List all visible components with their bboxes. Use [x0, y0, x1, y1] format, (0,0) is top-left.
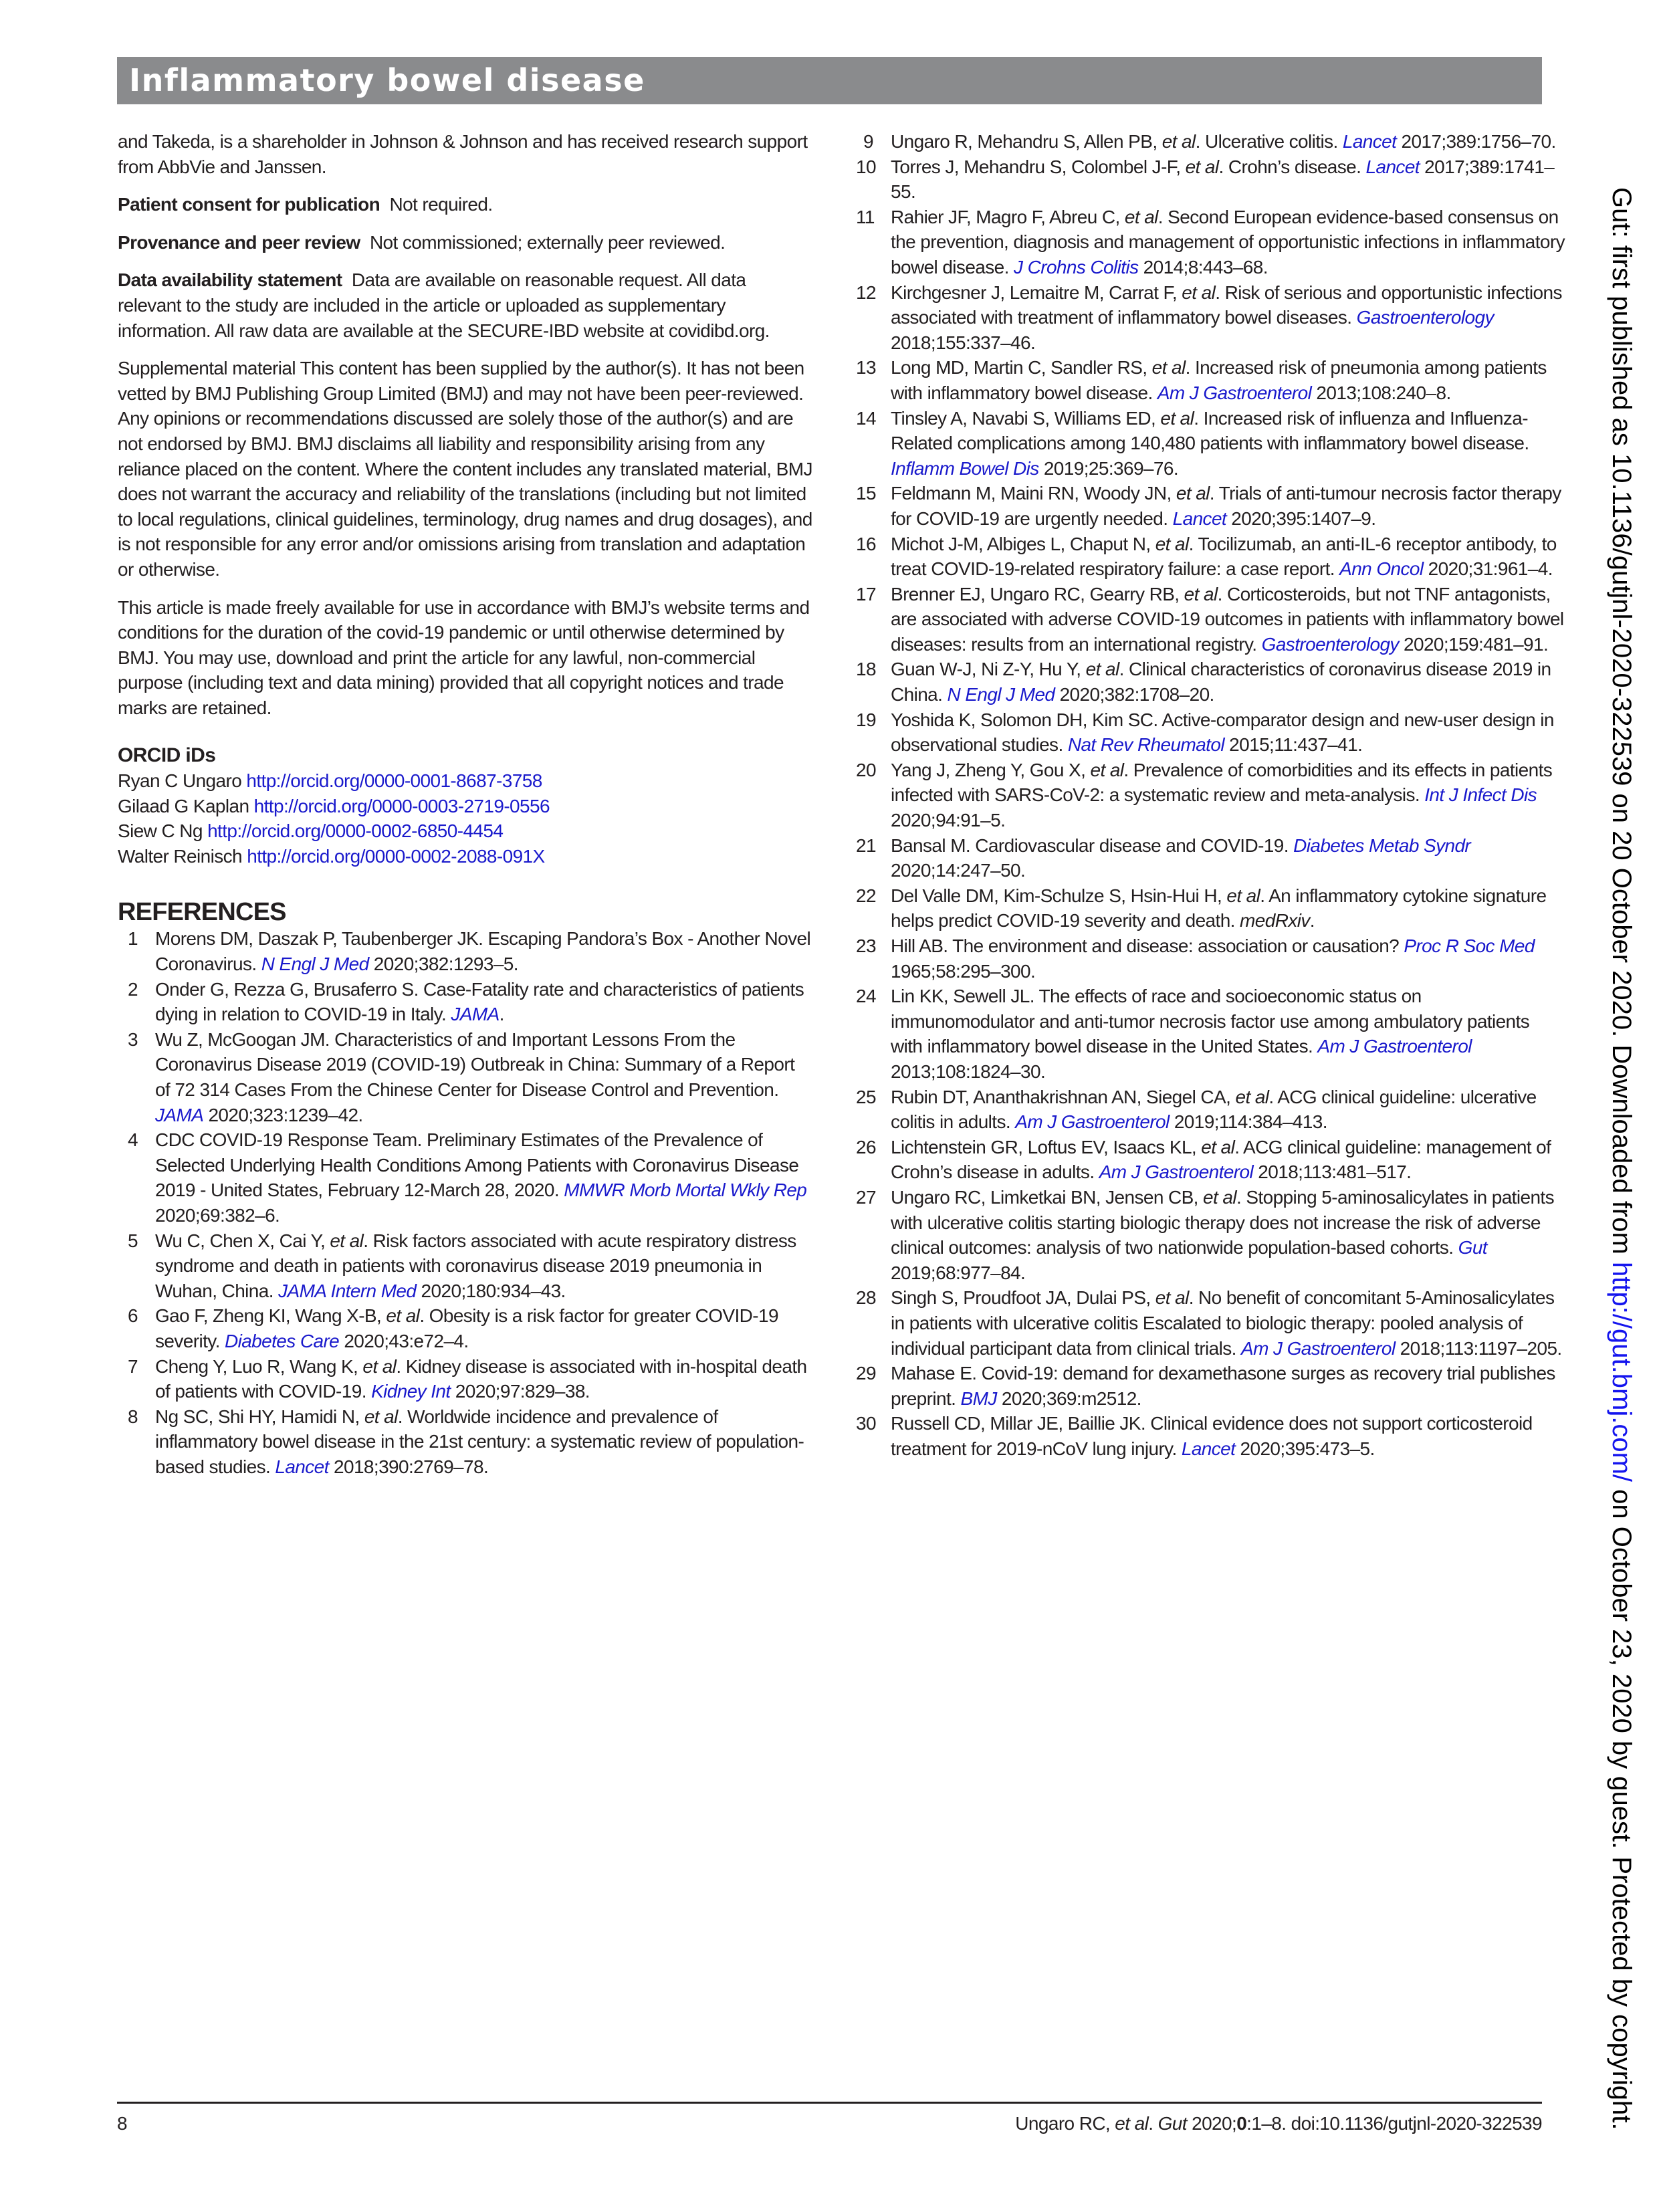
- reference-citation: 2020;382:1293–5.: [368, 954, 518, 975]
- reference-journal-link[interactable]: Am J Gastroenterol: [1157, 382, 1312, 403]
- references-heading: REFERENCES: [118, 898, 286, 927]
- reference-authors: Lichtenstein GR, Loftus EV, Isaacs KL,: [891, 1136, 1202, 1157]
- reference-etal: et al: [1185, 156, 1219, 177]
- reference-title: . Trials of anti-tumour necrosis factor therapy for COVID-19 are urgently needed.: [891, 483, 1561, 529]
- reference-journal-link[interactable]: Lancet: [1181, 1438, 1236, 1459]
- reference-number: 26: [856, 1136, 876, 1157]
- reference-title: . ACG clinical guideline: ulcerative colitis in adults.: [891, 1086, 1537, 1133]
- side-download-notice: [1606, 187, 1636, 2130]
- reference-citation: 2020;14:247–50.: [891, 860, 1026, 881]
- reference-number: 21: [856, 835, 876, 856]
- reference-number: 13: [856, 357, 876, 378]
- reference-etal: et al: [1235, 1086, 1269, 1107]
- patient-consent-label: Patient consent for publication: [118, 194, 380, 215]
- reference-etal: et al: [1085, 659, 1119, 680]
- reference-item: [856, 883, 1565, 933]
- reference-title: . Risk of serious and opportunistic infections associated with treatment of inflammatory bowel diseases.: [891, 282, 1562, 328]
- reference-item: [856, 205, 1565, 280]
- reference-journal-link[interactable]: JAMA: [155, 1104, 204, 1125]
- reference-title: Active-comparator design and new-user design in observational studies.: [891, 709, 1554, 756]
- reference-etal: et al: [364, 1406, 398, 1427]
- reference-title: . Clinical characteristics of coronavirus disease 2019 in China.: [891, 659, 1551, 705]
- reference-number: 6: [128, 1305, 138, 1327]
- patient-consent-text: Not required.: [389, 194, 493, 215]
- reference-journal-link[interactable]: Gastroenterology: [1356, 307, 1494, 328]
- reference-authors: Guan W-J, Ni Z-Y, Hu Y,: [891, 659, 1086, 680]
- reference-journal-link[interactable]: Kidney Int: [371, 1381, 451, 1402]
- reference-citation: 2020;180:934–43.: [416, 1280, 566, 1301]
- reference-item: [118, 1027, 813, 1127]
- reference-item: [856, 1085, 1565, 1135]
- reference-title: Case-Fatality rate and characteristics of patients dying in relation to COVID-19 in Italy.: [155, 978, 804, 1025]
- reference-title: Clinical evidence does not support corticosteroid treatment for 2019-nCoV lung injury.: [891, 1413, 1533, 1459]
- reference-citation: 2020;97:829–38.: [450, 1381, 590, 1402]
- reference-journal-link[interactable]: N Engl J Med: [947, 684, 1055, 705]
- reference-title: . An inflammatory cytokine signature helps predict COVID-19 severity and death.: [891, 885, 1547, 931]
- reference-etal: et al: [1151, 357, 1186, 378]
- footer-citation-rest: :1–8. doi:10.1136/gutjnl-2020-322539: [1246, 2113, 1542, 2134]
- reference-citation: 2019;114:384–413.: [1169, 1111, 1327, 1133]
- reference-item: [856, 933, 1565, 984]
- reference-authors: Yang J, Zheng Y, Gou X,: [891, 759, 1091, 780]
- orcid-entry: [118, 794, 813, 819]
- reference-citation: 2013;108:1824–30.: [891, 1061, 1046, 1082]
- reference-text: [891, 758, 1565, 833]
- reference-authors: Singh S, Proudfoot JA, Dulai PS,: [891, 1287, 1155, 1309]
- reference-number: 16: [856, 533, 876, 554]
- footer-citation-volume: 0: [1236, 2113, 1247, 2134]
- reference-authors: Michot J-M, Albiges L, Chaput N,: [891, 533, 1155, 554]
- reference-authors: Russell CD, Millar JE, Baillie JK.: [891, 1413, 1146, 1434]
- reference-authors: Bansal M.: [891, 835, 971, 856]
- data-availability-section: [118, 267, 813, 343]
- reference-item: [118, 1404, 813, 1480]
- orcid-entry: [118, 818, 813, 844]
- reference-number: 19: [856, 709, 876, 730]
- reference-authors: Tinsley A, Navabi S, Williams ED,: [891, 407, 1161, 429]
- reference-etal: et al: [386, 1305, 420, 1327]
- reference-journal-link[interactable]: Am J Gastroenterol: [1241, 1337, 1396, 1359]
- reference-text: [891, 1085, 1565, 1135]
- reference-title: . Prevalence of comorbidities and its effects in patients infected with SARS-CoV-2: a systematic review and meta-analysis.: [891, 759, 1553, 806]
- reference-item: [856, 1135, 1565, 1185]
- reference-title: Preliminary Estimates of the Prevalence of Selected Underlying Health Conditions Among Patients with Coronavirus Disease 2019 - United States, February 12-March 28, 2020.: [155, 1129, 799, 1201]
- reference-item: [856, 1185, 1565, 1285]
- reference-item: [856, 1411, 1565, 1461]
- reference-text: [891, 1285, 1565, 1361]
- orcid-author-name: Ryan C Ungaro: [118, 770, 242, 792]
- reference-authors: Yoshida K, Solomon DH, Kim SC.: [891, 709, 1158, 730]
- reference-text: [155, 1228, 813, 1304]
- reference-text: [891, 883, 1565, 933]
- reference-title: . Increased risk of influenza and Influenza-Related complications among 140,480 patients with inflammatory bowel disease.: [891, 407, 1529, 454]
- reference-authors: Rubin DT, Ananthakrishnan AN, Siegel CA,: [891, 1086, 1236, 1107]
- reference-title: . ACG clinical guideline: management of Crohn’s disease in adults.: [891, 1136, 1551, 1183]
- reference-journal-link[interactable]: Lancet: [1342, 131, 1397, 152]
- footer-citation-etal: et al: [1115, 2113, 1149, 2134]
- reference-authors: Brenner EJ, Ungaro RC, Gearry RB,: [891, 583, 1184, 604]
- reference-title: . Second European evidence-based consensus on the prevention, diagnosis and management of opportunistic infections in inflammatory bowel disease.: [891, 206, 1565, 278]
- reference-citation: 2020;31:961–4.: [1423, 558, 1553, 580]
- reference-citation: 2020;159:481–91.: [1398, 633, 1549, 655]
- reference-item: [856, 532, 1565, 582]
- footer-citation-year: 2020;: [1186, 2113, 1237, 2134]
- reference-journal-link[interactable]: Am J Gastroenterol: [1015, 1111, 1170, 1133]
- reference-authors: Wu C, Chen X, Cai Y,: [155, 1230, 330, 1251]
- reference-title: . Crohn’s disease.: [1218, 156, 1361, 177]
- data-availability-text: Data are available on reasonable request. All data relevant to the study are included in the article or uploaded as supplementary information. All raw data are available at the SECURE-IBD website at covidibd.org.: [118, 269, 770, 341]
- reference-text: [891, 154, 1565, 205]
- reference-journal-link[interactable]: MMWR Morb Mortal Wkly Rep: [564, 1180, 807, 1201]
- reference-authors: CDC COVID-19 Response Team.: [155, 1129, 422, 1151]
- reference-etal: et al: [1203, 1186, 1236, 1208]
- footer-citation-sep: .: [1148, 2113, 1158, 2134]
- reference-title: . Obesity is a risk factor for greater COVID-19 severity.: [155, 1305, 778, 1351]
- side-notice-after-link: on October 23, 2020 by guest. Protected by copyright.: [1607, 1482, 1636, 2130]
- reference-number: 28: [856, 1287, 876, 1309]
- reference-authors: Long MD, Martin C, Sandler RS,: [891, 357, 1152, 378]
- reference-etal: et al: [1090, 759, 1124, 780]
- reference-citation: 2020;369:m2512.: [996, 1388, 1141, 1409]
- reference-item: [856, 129, 1565, 154]
- reference-text: [891, 984, 1565, 1084]
- provenance-text: Not commissioned; externally peer reviewed.: [369, 231, 726, 253]
- reference-item: [118, 926, 813, 976]
- competing-interests-continuation: and Takeda, is a shareholder in Johnson & Johnson and has received research support from AbbVie and Janssen.: [118, 131, 808, 177]
- reference-text: [155, 926, 813, 976]
- reference-number: 24: [856, 986, 876, 1007]
- reference-etal: et al: [1176, 483, 1210, 504]
- reference-title: Cardiovascular disease and COVID-19.: [970, 835, 1289, 856]
- reference-number: 30: [856, 1413, 876, 1434]
- reference-citation: .: [499, 1004, 504, 1025]
- reference-text: [891, 355, 1565, 405]
- reference-item: [856, 758, 1565, 833]
- reference-journal-link[interactable]: N Engl J Med: [261, 954, 369, 975]
- reference-title: Characteristics of and Important Lessons From the Coronavirus Disease 2019 (COVID-19) Outbreak in China: Summary of a Report of 72 314 Cases From the Chinese Center for Disease Control and Prevention.: [155, 1028, 795, 1100]
- reference-authors: Feldmann M, Maini RN, Woody JN,: [891, 483, 1176, 504]
- reference-text: [155, 1127, 813, 1228]
- reference-citation: 2020;395:1407–9.: [1226, 508, 1376, 529]
- reference-etal: et al: [1155, 1287, 1189, 1309]
- reference-citation: 2020;395:473–5.: [1235, 1438, 1375, 1459]
- reference-citation: 2020;94:91–5.: [891, 810, 1006, 831]
- reference-citation: 2014;8:443–68.: [1138, 256, 1268, 278]
- reference-etal: et al: [1162, 131, 1196, 152]
- reference-citation: .: [1309, 910, 1315, 931]
- reference-journal-link[interactable]: Gastroenterology: [1261, 633, 1399, 655]
- reference-etal: et al: [1155, 533, 1189, 554]
- section-title: Inflammatory bowel disease: [129, 62, 645, 98]
- reference-journal-link[interactable]: Am J Gastroenterol: [1099, 1162, 1254, 1183]
- reference-text: [891, 657, 1565, 707]
- footer-citation-authors: Ungaro RC,: [1015, 2113, 1115, 2134]
- reference-text: [891, 1135, 1565, 1185]
- reference-text: [891, 1411, 1565, 1461]
- reference-etal: et al: [330, 1230, 364, 1251]
- references-list-right: [856, 129, 1565, 1461]
- reference-number: 27: [856, 1186, 876, 1208]
- reference-citation: 2015;11:437–41.: [1224, 734, 1363, 756]
- reference-item: [856, 406, 1565, 481]
- reference-journal-link[interactable]: Lancet: [1365, 156, 1420, 177]
- reference-item: [856, 280, 1565, 356]
- reference-citation: 2019;25:369–76.: [1038, 457, 1179, 479]
- reference-number: 11: [856, 206, 875, 227]
- reference-authors: Cheng Y, Luo R, Wang K,: [155, 1355, 363, 1377]
- open-access-notice: This article is made freely available for use in accordance with BMJ’s website terms and conditions for the duration of the covid-19 pandemic or until otherwise determined by BMJ. You may use, download and print the article for any lawful, non-commercial purpose (including text and data mining) provided that all copyright notices and trade marks are retained.: [118, 596, 810, 718]
- footer-citation-journal: Gut: [1157, 2113, 1187, 2134]
- reference-title: . Kidney disease is associated with in-hospital death of patients with COVID-19.: [155, 1355, 807, 1402]
- orcid-link[interactable]: http://orcid.org/0000-0003-2719-0556: [253, 795, 550, 816]
- reference-text: [155, 1354, 813, 1404]
- reference-etal: et al: [1184, 583, 1218, 604]
- reference-authors: Gao F, Zheng KI, Wang X-B,: [155, 1305, 386, 1327]
- reference-item: [118, 1303, 813, 1353]
- reference-authors: Torres J, Mehandru S, Colombel J-F,: [891, 156, 1186, 177]
- reference-journal-link[interactable]: Am J Gastroenterol: [1317, 1036, 1472, 1057]
- reference-number: 9: [863, 131, 873, 152]
- orcid-heading: ORCID iDs: [118, 744, 216, 767]
- left-column: [118, 129, 813, 1480]
- reference-citation: 2018;113:481–517.: [1253, 1162, 1412, 1183]
- reference-journal-link[interactable]: BMJ: [960, 1388, 997, 1409]
- provenance-section: [118, 230, 813, 255]
- reference-journal-link[interactable]: Inflamm Bowel Dis: [891, 457, 1039, 479]
- right-column: [856, 129, 1565, 1461]
- orcid-link[interactable]: http://orcid.org/0000-0002-2088-091X: [247, 845, 545, 867]
- reference-authors: Morens DM, Daszak P, Taubenberger JK.: [155, 928, 483, 950]
- orcid-author-name: Walter Reinisch: [118, 845, 243, 867]
- reference-etal: et al: [1182, 282, 1216, 303]
- reference-number: 4: [128, 1129, 138, 1151]
- reference-title: . No benefit of concomitant 5-Aminosalicylates in patients with ulcerative colitis Escalated to biologic therapy: pooled analysis of individual participant data from clinical trials.: [891, 1287, 1555, 1359]
- orcid-link[interactable]: http://orcid.org/0000-0001-8687-3758: [246, 770, 542, 792]
- reference-citation: 2017;389:1741–55.: [891, 156, 1555, 203]
- reference-title: . Ulcerative colitis.: [1195, 131, 1338, 152]
- reference-authors: Rahier JF, Magro F, Abreu C,: [891, 206, 1125, 227]
- reference-authors: Lin KK, Sewell JL.: [891, 986, 1034, 1007]
- footer-divider: [117, 2102, 1542, 2104]
- reference-item: [856, 707, 1565, 758]
- reference-item: [856, 154, 1565, 205]
- reference-number: 7: [128, 1355, 138, 1377]
- reference-number: 22: [856, 885, 876, 906]
- reference-item: [856, 657, 1565, 707]
- reference-etal: et al: [1160, 407, 1194, 429]
- reference-title: . Risk factors associated with acute respiratory distress syndrome and death in patients with coronavirus disease 2019 pneumonia in Wuhan, China.: [155, 1230, 796, 1301]
- reference-citation: 2019;68:977–84.: [891, 1262, 1026, 1283]
- reference-item: [118, 1127, 813, 1228]
- reference-journal-link[interactable]: Lancet: [1172, 508, 1227, 529]
- reference-authors: Ng SC, Shi HY, Hamidi N,: [155, 1406, 364, 1427]
- reference-citation: 2020;43:e72–4.: [339, 1330, 469, 1351]
- reference-number: 14: [856, 407, 876, 429]
- orcid-link[interactable]: http://orcid.org/0000-0002-6850-4454: [207, 820, 504, 842]
- reference-text: [891, 129, 1565, 154]
- section-header-bar: [117, 57, 1542, 104]
- reference-text: [891, 582, 1565, 657]
- reference-text: [155, 1027, 813, 1127]
- reference-citation: 2013;108:240–8.: [1311, 382, 1451, 403]
- reference-text: [891, 1361, 1565, 1411]
- reference-text: [155, 1404, 813, 1480]
- reference-title: The environment and disease: association or causation?: [948, 935, 1400, 956]
- reference-title: The effects of race and socioeconomic status on immunomodulator and anti-tumor necrosis factor use among ambulatory patients with inflammatory bowel disease in the United States.: [891, 986, 1530, 1057]
- reference-title: . Increased risk of pneumonia among patients with inflammatory bowel disease.: [891, 357, 1547, 403]
- reference-text: [891, 205, 1565, 280]
- reference-number: 12: [856, 282, 876, 303]
- reference-authors: Ungaro R, Mehandru S, Allen PB,: [891, 131, 1162, 152]
- reference-item: [856, 984, 1565, 1084]
- data-availability-label: Data availability statement: [118, 269, 342, 291]
- reference-authors: Hill AB.: [891, 935, 948, 956]
- reference-journal-link[interactable]: Ann Oncol: [1339, 558, 1424, 580]
- orcid-author-name: Siew C Ng: [118, 820, 203, 842]
- patient-consent-section: [118, 192, 813, 217]
- orcid-entry: [118, 844, 813, 869]
- reference-text: [891, 280, 1565, 356]
- reference-title: . Worldwide incidence and prevalence of inflammatory bowel disease in the 21st century: a systematic review of population-based studies.: [155, 1406, 804, 1477]
- reference-citation: 1965;58:295–300.: [891, 960, 1036, 982]
- orcid-author-name: Gilaad G Kaplan: [118, 795, 249, 816]
- reference-authors: Del Valle DM, Kim-Schulze S, Hsin-Hui H,: [891, 885, 1227, 906]
- reference-citation: 2018;113:1197–205.: [1395, 1337, 1562, 1359]
- reference-etal: et al: [1201, 1136, 1235, 1157]
- reference-text: [155, 977, 813, 1027]
- reference-number: 5: [128, 1230, 138, 1251]
- reference-item: [856, 1361, 1565, 1411]
- reference-text: [891, 532, 1565, 582]
- reference-text: [891, 707, 1565, 758]
- reference-number: 15: [856, 483, 876, 504]
- reference-text: [891, 481, 1565, 531]
- reference-journal-link[interactable]: JAMA Intern Med: [278, 1280, 417, 1301]
- reference-journal-link[interactable]: JAMA: [451, 1004, 500, 1025]
- footer-citation: [1015, 2113, 1542, 2134]
- page-number: 8: [117, 2113, 128, 2134]
- reference-number: 2: [128, 978, 138, 1000]
- reference-text: [891, 406, 1565, 481]
- reference-journal: medRxiv: [1240, 910, 1310, 931]
- reference-authors: Onder G, Rezza G, Brusaferro S.: [155, 978, 419, 1000]
- reference-text: [891, 1185, 1565, 1285]
- orcid-list: [118, 768, 813, 869]
- reference-title: Covid-19: demand for dexamethasone surges as recovery trial publishes preprint.: [891, 1363, 1555, 1409]
- supplemental-material-notice: Supplemental material This content has been supplied by the author(s). It has not been vetted by BMJ Publishing Group Limited (BMJ) and may not have been peer-reviewed. Any opinions or recommendations discussed are solely those of the author(s) and are not endorsed by BMJ. BMJ disclaims all liability and responsibility arising from any reliance placed on the content. Where the content includes any translated material, BMJ does not warrant the accuracy and reliability of the translations (including but not limited to local regulations, clinical guidelines, terminology, drug names and drug dosages), and is not responsible for any error and/or omissions arising from translation and adaptation or otherwise.: [118, 358, 812, 580]
- reference-journal-link[interactable]: J Crohns Colitis: [1014, 256, 1139, 278]
- reference-journal-link[interactable]: Lancet: [275, 1456, 329, 1477]
- side-notice-before-link: Gut: first published as 10.1136/gutjnl-2020-322539 on 20 October 2020. Downloaded from: [1607, 187, 1636, 1262]
- reference-number: 1: [128, 928, 138, 950]
- reference-number: 25: [856, 1086, 876, 1107]
- reference-text: [891, 933, 1565, 984]
- references-list-left: [118, 926, 813, 1479]
- reference-citation: 2020;323:1239–42.: [203, 1104, 363, 1125]
- reference-journal-link[interactable]: Diabetes Metab Syndr: [1293, 835, 1471, 856]
- reference-number: 29: [856, 1363, 876, 1384]
- reference-title: . Tocilizumab, an anti-IL-6 receptor antibody, to treat COVID-19-related respiratory failure: a case report.: [891, 533, 1557, 580]
- reference-number: 23: [856, 935, 876, 956]
- reference-item: [118, 1228, 813, 1304]
- reference-authors: Wu Z, McGoogan JM.: [155, 1028, 330, 1050]
- reference-number: 10: [856, 156, 876, 177]
- reference-journal-link[interactable]: Gut: [1458, 1237, 1487, 1258]
- reference-etal: et al: [1124, 206, 1158, 227]
- reference-item: [856, 481, 1565, 531]
- reference-citation: 2018;390:2769–78.: [328, 1456, 489, 1477]
- reference-item: [856, 582, 1565, 657]
- reference-authors: Mahase E.: [891, 1363, 977, 1384]
- reference-item: [118, 1354, 813, 1404]
- reference-journal-link[interactable]: Diabetes Care: [224, 1330, 340, 1351]
- reference-journal-link[interactable]: Proc R Soc Med: [1404, 935, 1535, 956]
- reference-citation: 2018;155:337–46.: [891, 332, 1036, 353]
- reference-number: 8: [128, 1406, 138, 1427]
- reference-item: [856, 833, 1565, 883]
- reference-number: 17: [856, 583, 876, 604]
- reference-number: 3: [128, 1028, 138, 1050]
- reference-journal-link[interactable]: Nat Rev Rheumatol: [1067, 734, 1224, 756]
- orcid-entry: [118, 768, 813, 794]
- reference-citation: 2020;382:1708–20.: [1055, 684, 1214, 705]
- reference-title: . Corticosteroids, but not TNF antagonists, are associated with adverse COVID-19 outcomes in patients with inflammatory bowel diseases: results from an international registry.: [891, 583, 1564, 655]
- reference-text: [891, 833, 1565, 883]
- reference-number: 18: [856, 659, 876, 680]
- reference-citation: 2020;69:382–6.: [155, 1204, 280, 1226]
- reference-citation: 2017;389:1756–70.: [1396, 131, 1556, 152]
- reference-text: [155, 1303, 813, 1353]
- provenance-label: Provenance and peer review: [118, 231, 360, 253]
- reference-title: Escaping Pandora’s Box - Another Novel Coronavirus.: [155, 928, 811, 975]
- reference-title: . Stopping 5-aminosalicylates in patients with ulcerative colitis starting biologic therapy does not increase the risk of adverse clinical outcomes: analysis of two nationwide population-based cohorts.: [891, 1186, 1554, 1258]
- reference-number: 20: [856, 759, 876, 780]
- reference-item: [118, 977, 813, 1027]
- reference-authors: Kirchgesner J, Lemaitre M, Carrat F,: [891, 282, 1182, 303]
- reference-authors: Ungaro RC, Limketkai BN, Jensen CB,: [891, 1186, 1204, 1208]
- reference-etal: et al: [1226, 885, 1260, 906]
- side-notice-link[interactable]: http://gut.bmj.com/: [1607, 1261, 1636, 1482]
- reference-item: [856, 1285, 1565, 1361]
- reference-item: [856, 355, 1565, 405]
- reference-journal-link[interactable]: Int J Infect Dis: [1424, 784, 1537, 806]
- reference-etal: et al: [362, 1355, 397, 1377]
